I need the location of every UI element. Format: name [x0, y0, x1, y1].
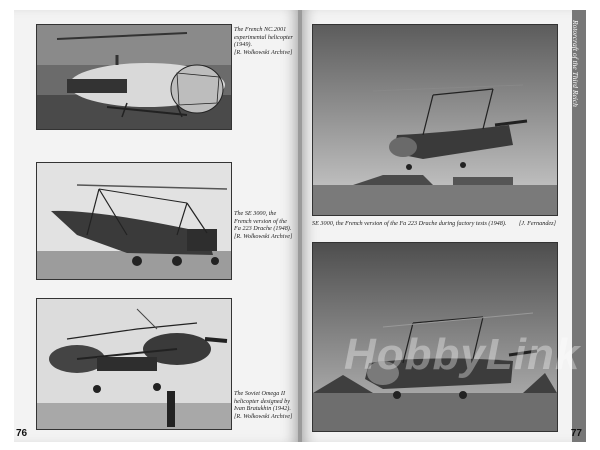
caption-se3000 [234, 210, 294, 240]
caption-nc2001 [234, 26, 294, 56]
left-page [14, 10, 298, 442]
caption-omega-ii [234, 390, 294, 420]
photo-se3000-factory-test [312, 24, 558, 216]
page-number-left: 76 [16, 428, 28, 439]
caption-se3000-factory [312, 220, 556, 228]
running-head: Rotorcraft of the Third Reich [571, 20, 580, 107]
caption-credit: [R. Wolkowski Archive] [234, 48, 293, 56]
photo-se3000-helicopter [36, 162, 232, 280]
watermark: HobbyLink [344, 330, 581, 379]
caption-credit: [R. Wolkowski Archive] [234, 232, 293, 240]
photo-omega-ii-helicopter [36, 298, 232, 430]
caption-text: SE 3000, the French version of the Fa 223 Drache during factory tests (1948). [312, 220, 507, 227]
photo-nc2001-helicopter [36, 24, 232, 130]
caption-text: The Soviet Omega II helicopter designed by Ivan Bratukhin (1942). [234, 390, 291, 413]
caption-credit: [J. Fernandez] [518, 220, 556, 227]
book-spread [14, 10, 586, 442]
page-number-right: 77 [570, 428, 582, 439]
caption-text: The SE 3000, the French version of the Fa 223 Drache (1948). [234, 210, 292, 233]
caption-text: The French NC.2001 experimental helicopter (1949). [234, 26, 293, 49]
caption-credit: [R. Wolkowski Archive] [234, 412, 293, 420]
